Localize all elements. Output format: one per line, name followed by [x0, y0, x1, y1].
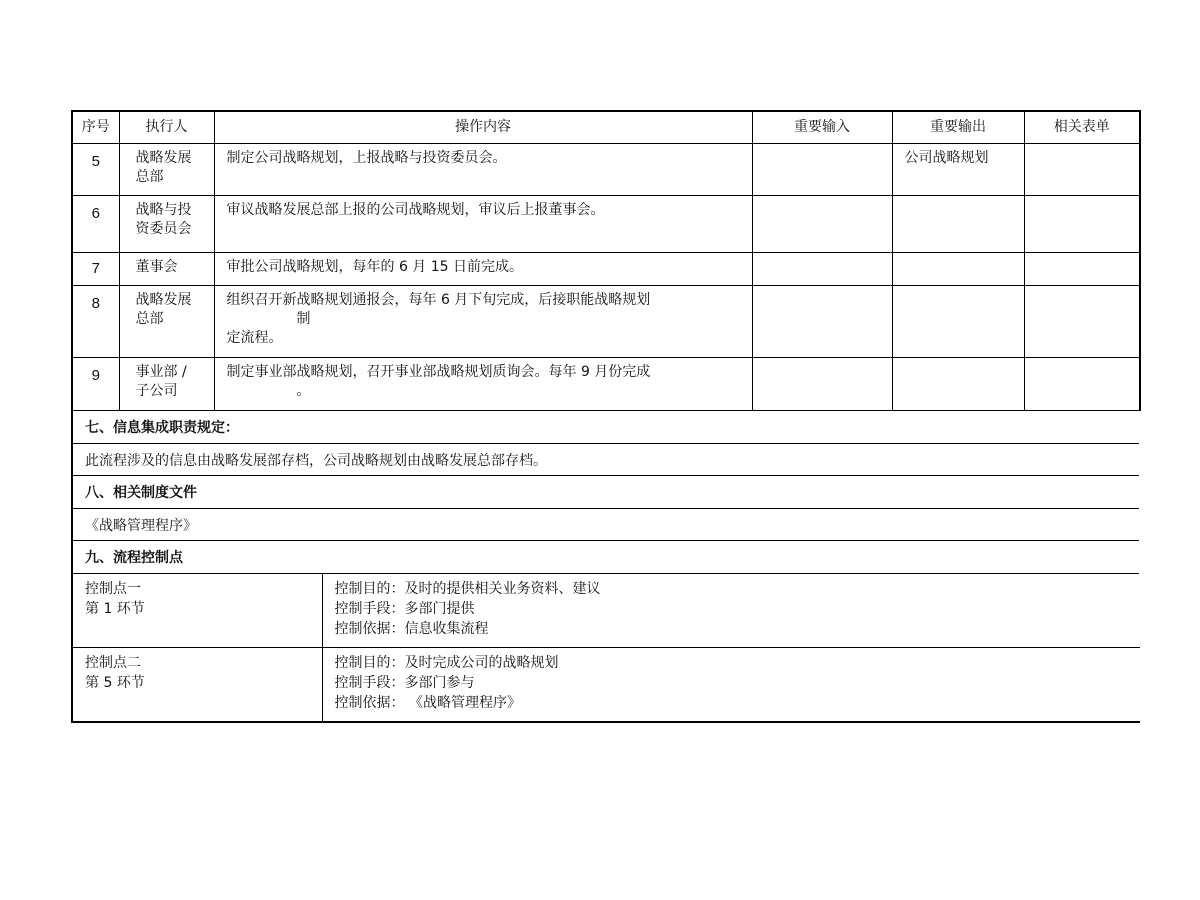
row-output	[892, 196, 1024, 253]
row-input	[752, 253, 892, 286]
row-operation: 制定事业部战略规划，召开事业部战略规划质询会。每年 9 月份完成 。	[214, 358, 752, 411]
row-forms	[1024, 286, 1140, 358]
control-point-row	[72, 648, 1140, 723]
control-point-label: 控制点一 第 1 环节	[72, 574, 322, 648]
row-operation: 组织召开新战略规划通报会，每年 6 月下旬完成，后接职能战略规划 制 定流程。	[214, 286, 752, 358]
section-8-body: 《战略管理程序》	[71, 509, 1139, 541]
row-executor: 战略发展 总部	[119, 144, 214, 196]
table-row	[72, 144, 1140, 196]
document-page	[71, 110, 1139, 723]
table-row	[72, 253, 1140, 286]
row-operation: 审议战略发展总部上报的公司战略规划，审议后上报董事会。	[214, 196, 752, 253]
header-seq: 序号	[72, 111, 119, 144]
row-output: 公司战略规划	[892, 144, 1024, 196]
row-input	[752, 144, 892, 196]
row-seq: 5	[72, 144, 119, 196]
row-executor: 事业部 / 子公司	[119, 358, 214, 411]
row-executor: 战略与投 资委员会	[119, 196, 214, 253]
section-7-title: 七、信息集成职责规定：	[71, 411, 1139, 444]
header-output: 重要输出	[892, 111, 1024, 144]
row-input	[752, 196, 892, 253]
row-forms	[1024, 144, 1140, 196]
row-seq: 6	[72, 196, 119, 253]
row-input	[752, 286, 892, 358]
table-header-row	[72, 111, 1140, 144]
row-executor: 战略发展 总部	[119, 286, 214, 358]
table-row	[72, 358, 1140, 411]
control-point-row	[72, 574, 1140, 648]
row-seq: 9	[72, 358, 119, 411]
row-operation: 审批公司战略规划，每年的 6 月 15 日前完成。	[214, 253, 752, 286]
section-7-body: 此流程涉及的信息由战略发展部存档，公司战略规划由战略发展总部存档。	[71, 444, 1139, 476]
row-forms	[1024, 196, 1140, 253]
section-8-title: 八、相关制度文件	[71, 476, 1139, 509]
control-points-table	[71, 574, 1140, 723]
row-executor: 董事会	[119, 253, 214, 286]
row-operation: 制定公司战略规划，上报战略与投资委员会。	[214, 144, 752, 196]
row-output	[892, 253, 1024, 286]
row-output	[892, 286, 1024, 358]
control-point-detail: 控制目的：及时完成公司的战略规划 控制手段：多部门参与 控制依据： 《战略管理程序》	[322, 648, 1140, 723]
table-row	[72, 196, 1140, 253]
row-input	[752, 358, 892, 411]
row-output	[892, 358, 1024, 411]
row-seq: 7	[72, 253, 119, 286]
row-forms	[1024, 253, 1140, 286]
process-table	[71, 110, 1141, 411]
row-seq: 8	[72, 286, 119, 358]
header-forms: 相关表单	[1024, 111, 1140, 144]
table-row	[72, 286, 1140, 358]
control-point-label: 控制点二 第 5 环节	[72, 648, 322, 723]
control-point-detail: 控制目的：及时的提供相关业务资料、建议 控制手段：多部门提供 控制依据：信息收集流程	[322, 574, 1140, 648]
header-operation: 操作内容	[214, 111, 752, 144]
section-9-title: 九、流程控制点	[71, 541, 1139, 574]
row-forms	[1024, 358, 1140, 411]
header-input: 重要输入	[752, 111, 892, 144]
header-executor: 执行人	[119, 111, 214, 144]
